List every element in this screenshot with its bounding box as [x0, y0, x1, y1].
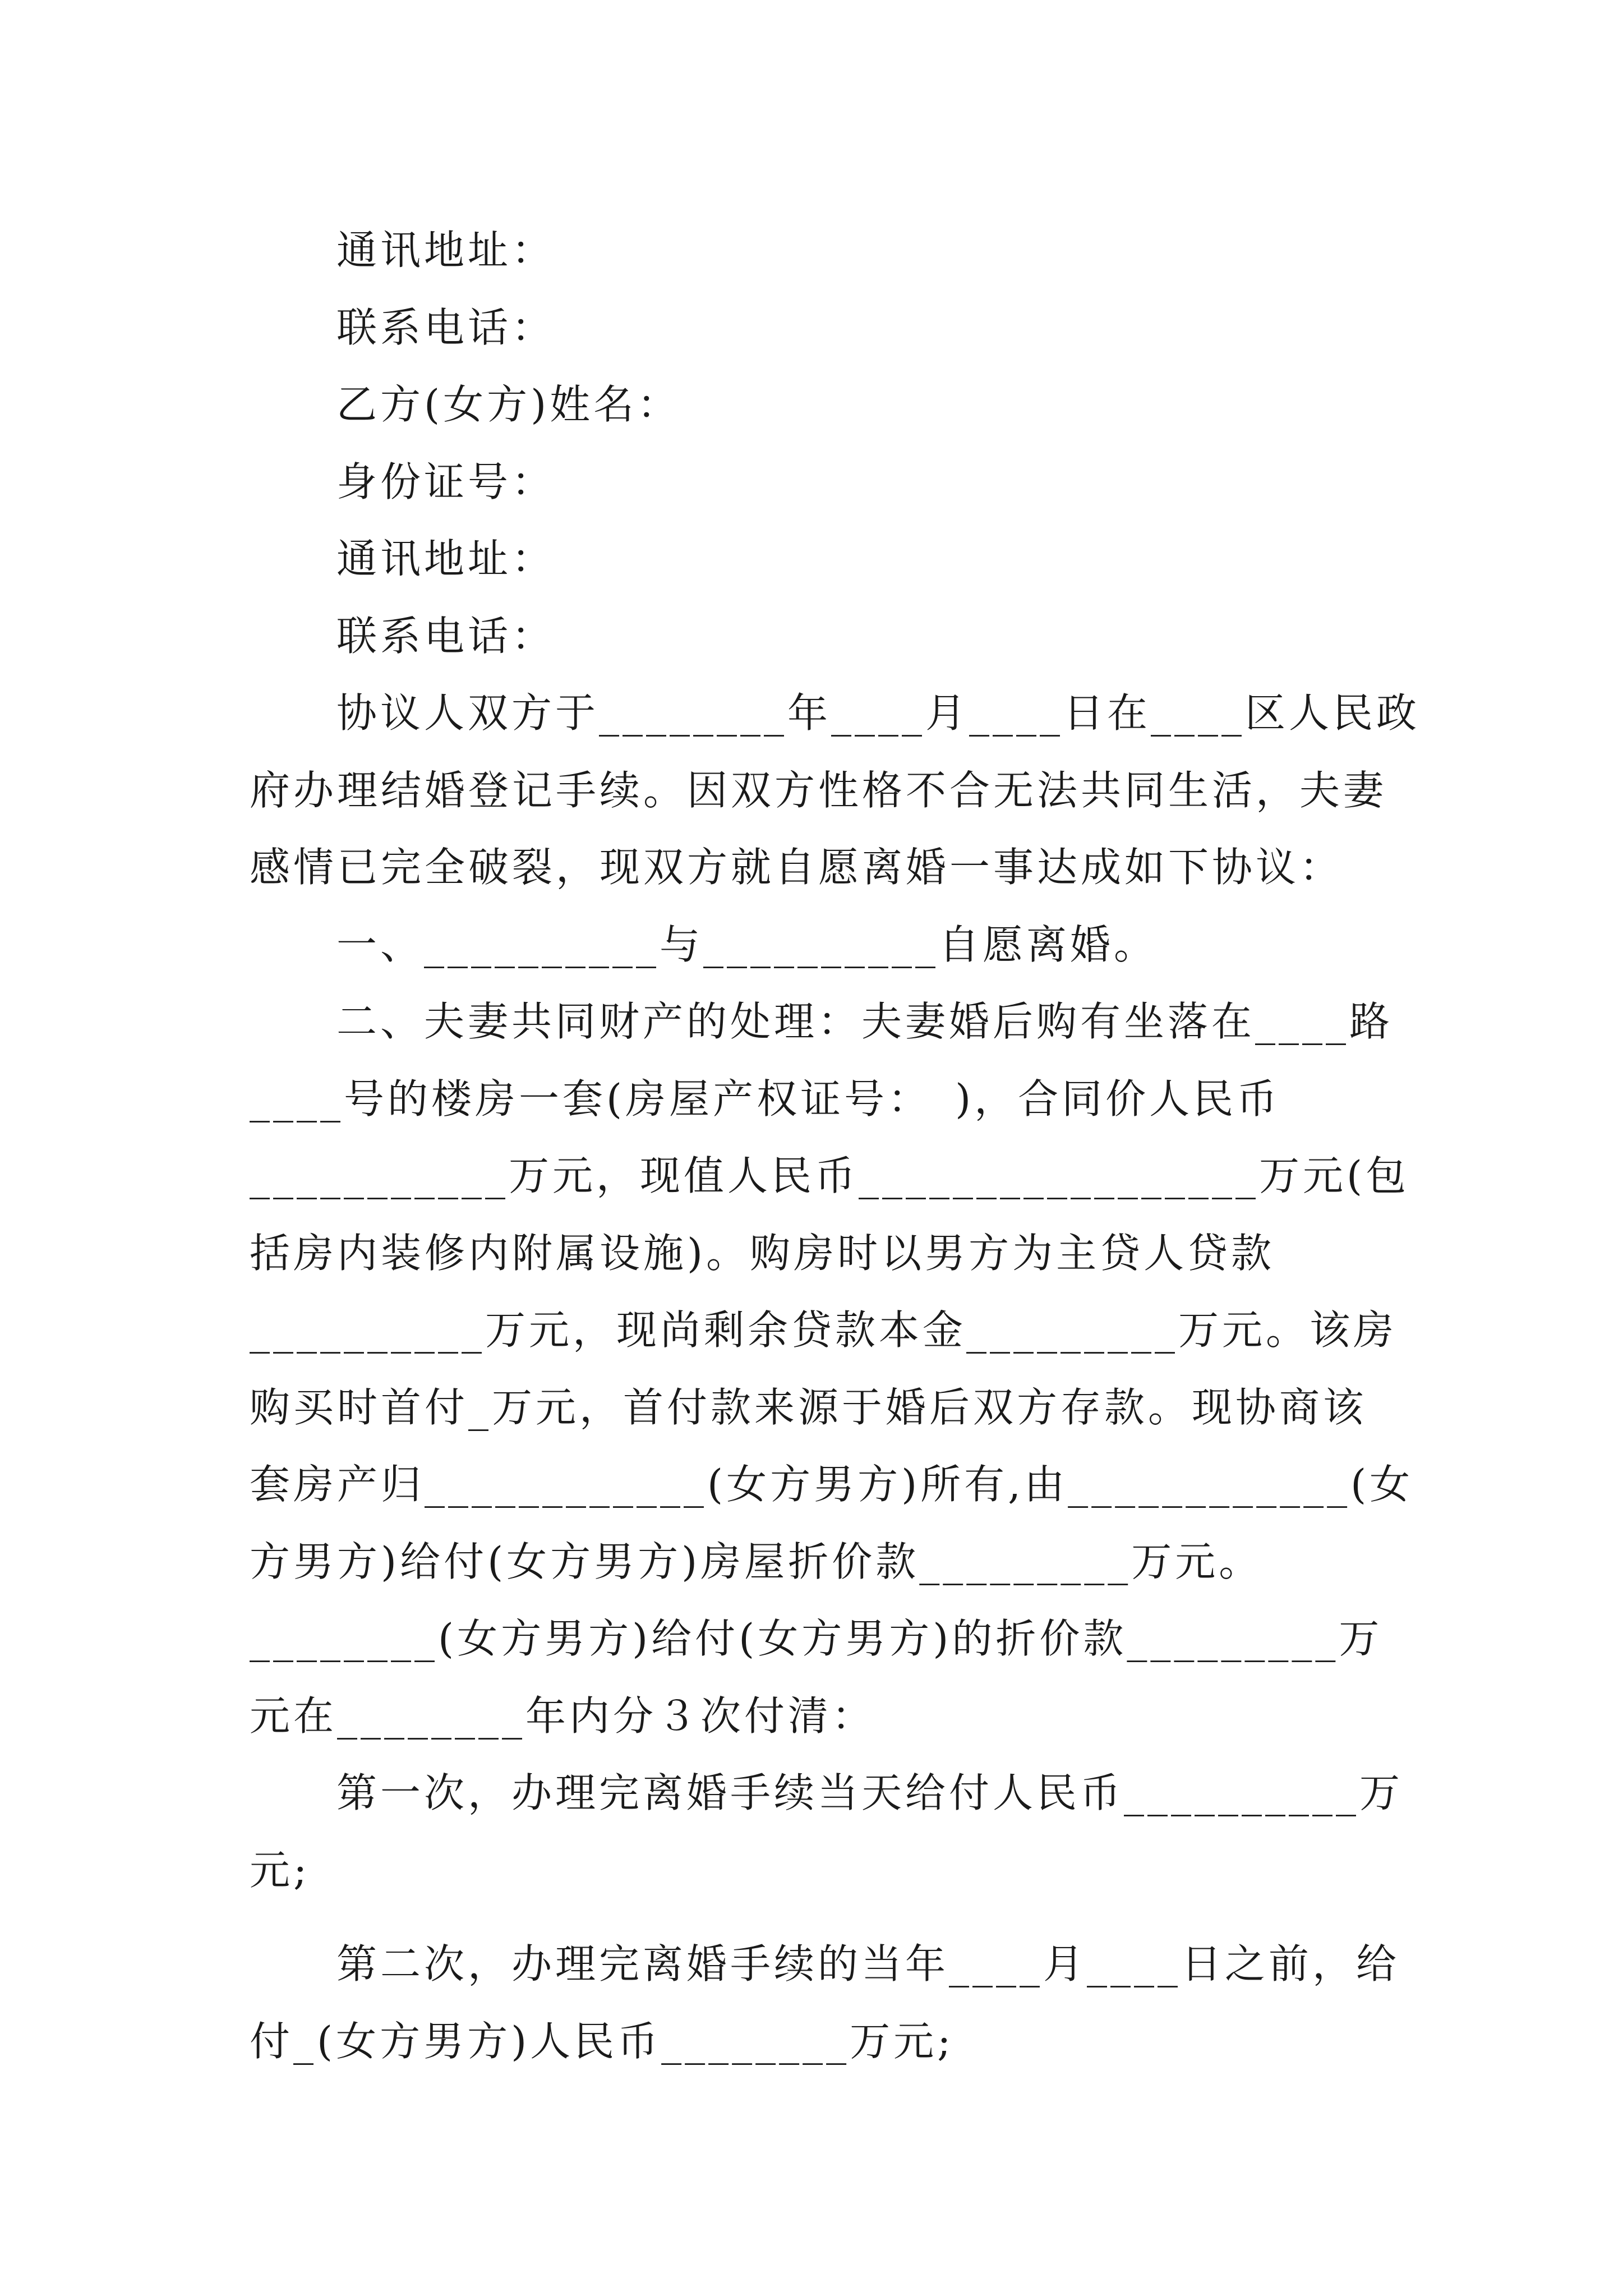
- text-line: 方男方)给付(女方男方)房屋折价款_________万元。: [250, 1538, 1263, 1585]
- text-line: ____号的楼房一套(房屋产权证号： )，合同价人民币: [250, 1075, 1281, 1122]
- text-line: 购买时首付_万元，首付款来源于婚后双方存款。现协商该: [250, 1383, 1367, 1431]
- text-line: __________万元，现尚剩余贷款本金_________万元。该房: [250, 1306, 1398, 1354]
- text-line: 元在________年内分３次付清：: [250, 1692, 876, 1740]
- text-line: 第二次，办理完离婚手续的当年____月____日之前，给: [336, 1940, 1400, 1987]
- text-line: 二、夫妻共同财产的处理：夫妻婚后购有坐落在____路: [336, 998, 1394, 1045]
- text-line: 联系电话：: [336, 303, 556, 351]
- text-line: 联系电话：: [336, 612, 556, 660]
- text-line: 第一次，办理完离婚手续当天给付人民币__________万: [336, 1769, 1404, 1816]
- text-line: 感情已完全破裂，现双方就自愿离婚一事达成如下协议：: [250, 844, 1344, 891]
- text-line: 元;: [250, 1846, 311, 1894]
- paragraph-gap: [250, 1909, 1377, 1926]
- text-line: 协议人双方于________年____月____日在____区人民政: [336, 689, 1421, 737]
- text-line: 一、__________与__________自愿离婚。: [336, 921, 1158, 968]
- text-line: 府办理结婚登记手续。因双方性格不合无法共同生活，夫妻: [250, 766, 1387, 814]
- text-line: 付_(女方男方)人民币________万元;: [250, 2017, 955, 2065]
- text-line: ___________万元，现值人民币_________________万元(包: [250, 1152, 1410, 1199]
- text-line: 身份证号：: [336, 458, 556, 505]
- text-line: 套房产归____________(女方男方)所有,由____________(女: [250, 1461, 1414, 1508]
- text-line: 括房内装修内附属设施)。购房时以男方为主贷人贷款: [250, 1229, 1275, 1277]
- text-line: 通讯地址：: [336, 227, 556, 274]
- document-body: [250, 212, 1421, 2080]
- text-line: 乙方(女方)姓名：: [336, 381, 681, 428]
- text-line: ________(女方男方)给付(女方男方)的折价款_________万: [250, 1615, 1383, 1662]
- text-line: 通讯地址：: [336, 535, 556, 582]
